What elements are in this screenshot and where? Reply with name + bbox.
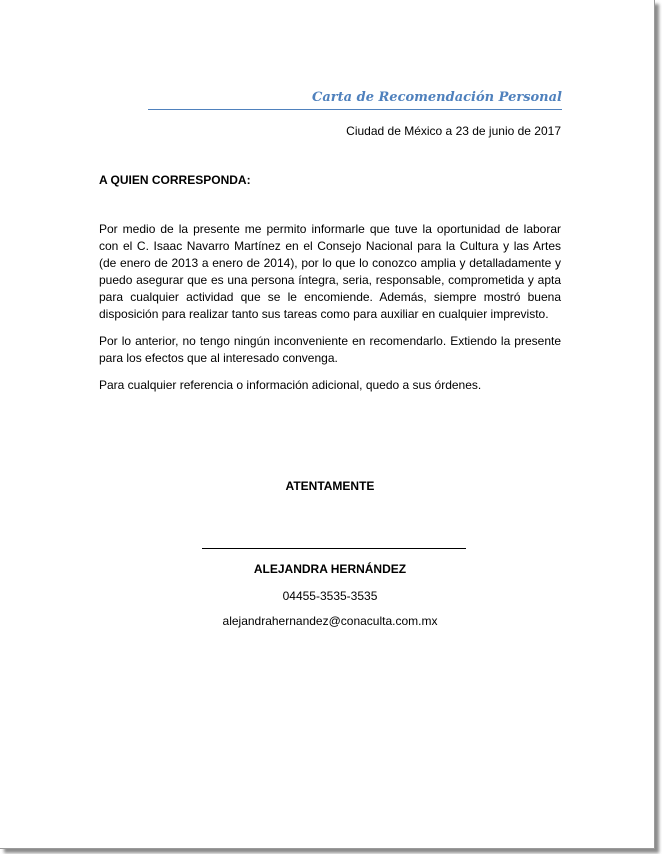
- signer-phone: 04455-3535-3535: [282, 589, 378, 603]
- signer-name: ALEJANDRA HERNÁNDEZ: [253, 562, 407, 576]
- date-line: Ciudad de México a 23 de junio de 2017: [346, 124, 561, 138]
- body-paragraph: Por medio de la presente me permito informarle que tuve la oportunidad de laborar con el C. Isaac Navarro Martínez en el Consejo Nacional para la Cultura y las Artes (de enero de 2013 a enero de 2014), por lo que lo conozco amplia y detalladamente y puedo asegurar que es una persona íntegra, seria, responsable, comprometida y apta para cualquier actividad que se le encomiende. Además, siempre mostró buena disposición para realizar tanto sus tareas como para auxiliar en cualquier imprevisto.: [99, 222, 561, 321]
- header-rule: [148, 109, 562, 110]
- signature-line: [202, 548, 466, 549]
- signer-email: alejandrahernandez@conaculta.com.mx: [222, 614, 438, 628]
- body-paragraph: Por lo anterior, no tengo ningún inconveniente en recomendarlo. Extiendo la presente para los efectos que al interesado convenga.: [99, 334, 561, 365]
- body-paragraph: Para cualquier referencia o información adicional, quedo a sus órdenes.: [99, 378, 482, 392]
- letter-body: [99, 221, 561, 404]
- salutation: A QUIEN CORRESPONDA:: [99, 173, 251, 187]
- closing: ATENTAMENTE: [285, 479, 375, 493]
- header-title: Carta de Recomendación Personal: [312, 90, 562, 105]
